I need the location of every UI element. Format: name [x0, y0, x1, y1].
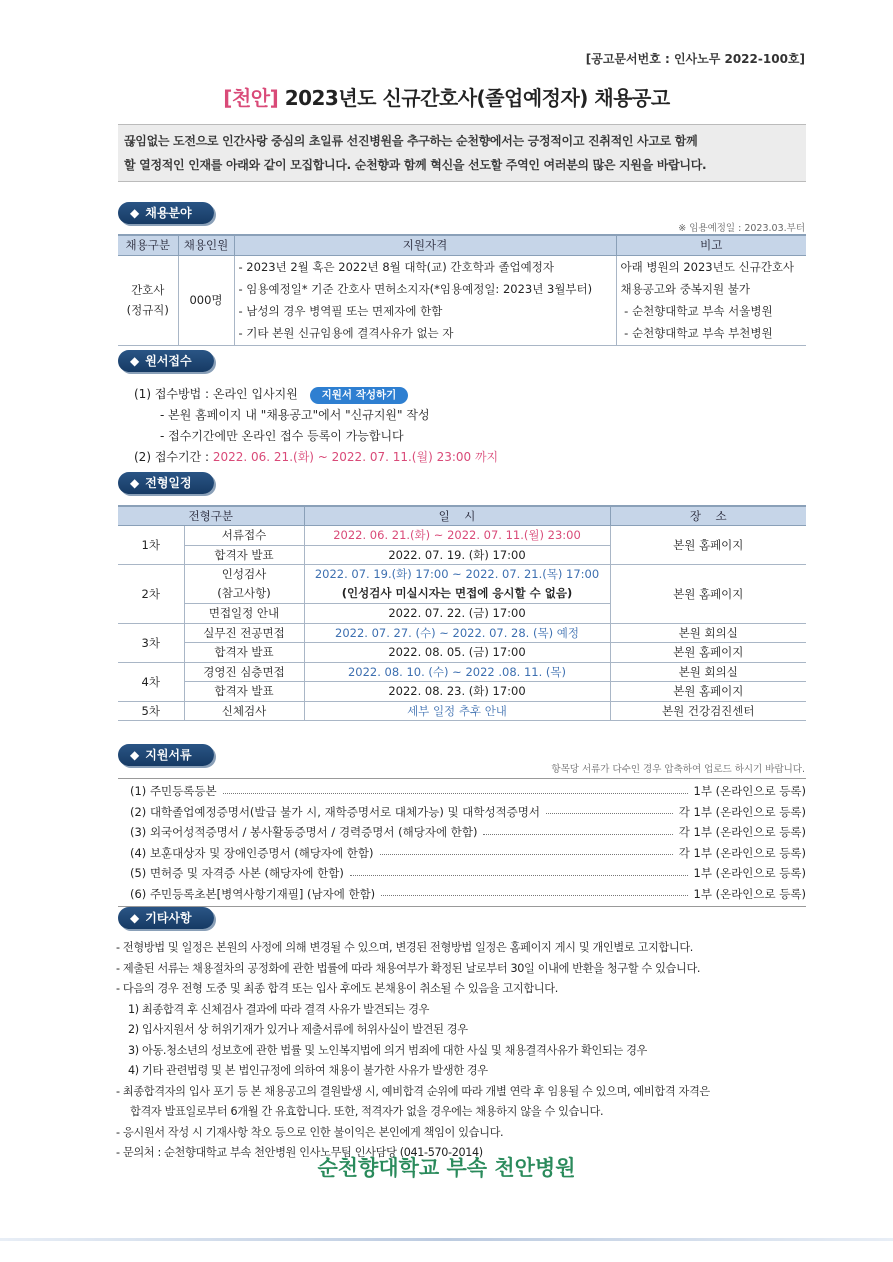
date-cell: 2022. 08. 10. (수) ~ 2022 .08. 11. (목) — [304, 662, 610, 682]
date-cell: 2022. 08. 23. (화) 17:00 — [304, 682, 610, 702]
item-cell: 합격자 발표 — [184, 643, 304, 663]
date-value: 2022. 07. 19.(화) 17:00 ~ 2022. 07. 21.(목) 17:00 — [314, 567, 600, 581]
document-count: 1부 (온라인으로 등록) — [693, 784, 806, 799]
item-cell: 신체검사 — [184, 701, 304, 721]
document-label: (4) 보훈대상자 및 장애인증명서 (해당자에 한함) — [130, 845, 374, 860]
intro-line-1: 끊임없는 도전으로 인간사랑 중심의 초일류 선진병원을 추구하는 순천향에서는 긍정적이고 진취적인 사고로 함께 — [124, 134, 698, 148]
qualification-item: - 2023년 2월 혹은 2022년 8월 대학(교) 간호학과 졸업예정자 — [238, 260, 554, 274]
apply-button[interactable]: 지원서 작성하기 — [310, 387, 409, 404]
place-cell: 본원 홈페이지 — [610, 526, 806, 565]
list-item — [130, 802, 806, 823]
headcount-cell: 000명 — [178, 255, 234, 345]
date-cell: 2022. 08. 05. (금) 17:00 — [304, 643, 610, 663]
table-row — [118, 701, 806, 721]
etc-sub-line: 1) 최종합격 후 신체검사 결과에 따라 결격 사유가 발견되는 경우 — [128, 1002, 430, 1016]
qualifications-cell — [234, 255, 616, 345]
stage-cell: 5차 — [118, 701, 184, 721]
reception-sub: - 본원 홈페이지 내 "채용공고"에서 "신규지원" 작성 — [160, 408, 430, 422]
item-cell — [184, 565, 304, 604]
etc-line: - 제출된 서류는 채용절차의 공정화에 관한 법률에 따라 채용여부가 확정된 날로부터 30일 이내에 반환을 청구할 수 있습니다. — [116, 961, 701, 975]
reception-method-line — [134, 384, 498, 405]
etc-sub-line: 3) 아동.청소년의 성보호에 관한 법률 및 노인복지법에 의거 범죄에 대한 사실 및 채용결격사유가 확인되는 경우 — [128, 1043, 647, 1057]
list-item — [130, 884, 806, 905]
stage-cell: 4차 — [118, 662, 184, 701]
section-header-schedule — [118, 472, 214, 494]
date-cell — [304, 565, 610, 604]
item-cell: 합격자 발표 — [184, 682, 304, 702]
intro-line-2: 할 열정적인 인재를 아래와 같이 모집합니다. 순천향과 함께 혁신을 선도할 주역인 여러분의 많은 지원을 바랍니다. — [124, 158, 707, 172]
job-type: 간호사 — [131, 283, 165, 297]
etc-sub-line: 2) 입사지원서 상 허위기재가 있거나 제출서류에 허위사실이 발견된 경우 — [128, 1023, 468, 1036]
section-title: 전형일정 — [145, 476, 192, 490]
documents-list — [118, 778, 806, 907]
remarks-cell — [616, 255, 806, 345]
item-cell: 합격자 발표 — [184, 545, 304, 565]
etc-line: - 최종합격자의 입사 포기 등 본 채용공고의 결원발생 시, 예비합격 순위에 따라 개별 연락 후 임용될 수 있으며, 예비합격 자격은 — [116, 1084, 710, 1098]
qualification-item: - 임용예정일* 기준 간호사 면허소지자(*임용예정일: 2023년 3월부터) — [238, 282, 593, 296]
remark-line: 채용공고와 중복지원 불가 — [620, 282, 751, 296]
date-cell: 2022. 06. 21.(화) ~ 2022. 07. 11.(월) 23:00 — [304, 526, 610, 546]
section-header-reception — [118, 350, 214, 372]
leader-dots — [381, 895, 687, 896]
footer-divider — [0, 1238, 893, 1241]
date-cell: 2022. 07. 27. (수) ~ 2022. 07. 28. (목) 예정 — [304, 623, 610, 643]
place-cell: 본원 홈페이지 — [610, 682, 806, 702]
table-row — [118, 526, 806, 546]
item-cell: 실무진 전공면접 — [184, 623, 304, 643]
document-count: 1부 (온라인으로 등록) — [693, 866, 806, 881]
leader-dots — [483, 834, 672, 835]
place-cell: 본원 홈페이지 — [610, 565, 806, 624]
item-label: 인성검사 — [221, 567, 267, 581]
place-cell: 본원 홈페이지 — [610, 643, 806, 663]
remark-line: 아래 병원의 2023년도 신규간호사 — [620, 260, 795, 274]
diamond-icon: ◆ — [130, 748, 140, 762]
date-cell: 2022. 07. 22. (금) 17:00 — [304, 604, 610, 624]
list-item — [130, 863, 806, 884]
list-item — [130, 822, 806, 843]
contact-line: - 문의처 : 순천향대학교 부속 천안병원 인사노무팀 인사담당 (041-570-2014) — [116, 1146, 483, 1159]
date-cell: 2022. 07. 19. (화) 17:00 — [304, 545, 610, 565]
section-header-etc — [118, 907, 214, 929]
leader-dots — [380, 854, 673, 855]
intro-box — [118, 124, 806, 182]
reception-period-line — [134, 447, 498, 468]
etc-line-cont: 합격자 발표일로부터 6개월 간 유효합니다. 또한, 적격자가 없을 경우에는 채용하지 않을 수 있습니다. — [130, 1105, 604, 1118]
document-number: [공고문서번호 : 인사노무 2022-100호] — [585, 52, 805, 66]
document-label: (5) 면허증 및 자격증 사본 (해당자에 한함) — [130, 866, 344, 881]
document-count: 각 1부 (온라인으로 등록) — [678, 825, 806, 840]
item-cell: 서류접수 — [184, 526, 304, 546]
section-header-field — [118, 202, 214, 224]
qualification-item: - 남성의 경우 병역필 또는 면제자에 한함 — [238, 304, 443, 318]
job-type-sub: (정규직) — [126, 303, 169, 317]
etc-notes — [116, 938, 816, 1164]
header-cell: 장 소 — [610, 506, 806, 526]
item-cell: 경영진 심층면접 — [184, 662, 304, 682]
document-count: 각 1부 (온라인으로 등록) — [678, 804, 806, 819]
document-label: (2) 대학졸업예정증명서(발급 불가 시, 재학증명서로 대체가능) 및 대학성적증명서 — [130, 804, 540, 819]
leader-dots — [546, 813, 673, 814]
diamond-icon: ◆ — [130, 206, 140, 220]
etc-line: - 다음의 경우 전형 도중 및 최종 합격 또는 입사 후에도 본채용이 취소될 수 있음을 고지합니다. — [116, 982, 558, 995]
schedule-table — [118, 505, 806, 721]
stage-cell: 2차 — [118, 565, 184, 624]
stage-cell: 3차 — [118, 623, 184, 662]
hospital-name: 순천향대학교 부속 천안병원 — [317, 1156, 576, 1180]
item-cell: 면접일정 안내 — [184, 604, 304, 624]
title-tag: [천안] — [223, 86, 279, 110]
table-row — [118, 623, 806, 643]
page-title — [0, 82, 893, 111]
section-title: 원서접수 — [145, 354, 192, 368]
remark-line: - 순천향대학교 부속 부천병원 — [620, 326, 773, 340]
list-item — [130, 843, 806, 864]
document-count: 1부 (온라인으로 등록) — [693, 886, 806, 901]
header-cell: 채용인원 — [178, 235, 234, 255]
etc-sub-line: 4) 기타 관련법령 및 본 법인규정에 의하여 채용이 불가한 사유가 발생한 경우 — [128, 1064, 488, 1077]
title-main: 2023년도 신규간호사(졸업예정자) 채용공고 — [284, 86, 670, 110]
section-title: 기타사항 — [145, 911, 192, 925]
qualification-item: - 기타 본원 신규임용에 결격사유가 없는 자 — [238, 326, 454, 340]
header-cell: 전형구분 — [118, 506, 304, 526]
leader-dots — [223, 793, 688, 794]
date-note: (인성검사 미실시자는 면접에 응시할 수 없음) — [341, 586, 573, 600]
reception-block — [134, 384, 498, 468]
table-row — [118, 682, 806, 702]
leader-dots — [350, 875, 688, 876]
document-label: (3) 외국어성적증명서 / 봉사활동증명서 / 경력증명서 (해당자에 한함) — [130, 825, 478, 840]
date-cell: 세부 일정 추후 안내 — [304, 701, 610, 721]
place-cell: 본원 회의실 — [610, 623, 806, 643]
document-count: 각 1부 (온라인으로 등록) — [678, 845, 806, 860]
table-row — [118, 565, 806, 604]
table-row — [118, 643, 806, 663]
list-item — [130, 781, 806, 802]
etc-line: - 전형방법 및 일정은 본원의 사정에 의해 변경될 수 있으며, 변경된 전형방법 일정은 홈페이지 게시 및 개인별로 고지합니다. — [116, 941, 694, 954]
diamond-icon: ◆ — [130, 476, 140, 490]
header-cell: 채용구분 — [118, 235, 178, 255]
reception-period-label: (2) 접수기간 : — [134, 450, 213, 464]
field-table-row — [118, 255, 806, 345]
diamond-icon: ◆ — [130, 354, 140, 368]
document-label: (6) 주민등록초본[병역사항기재필] (남자에 한함) — [130, 886, 376, 901]
item-label-sub: (참고사항) — [217, 586, 271, 600]
header-cell: 일 시 — [304, 506, 610, 526]
field-table — [118, 234, 806, 346]
etc-line: - 응시원서 작성 시 기재사항 착오 등으로 인한 불이익은 본인에게 책임이 있습니다. — [116, 1125, 504, 1139]
place-cell: 본원 건강검진센터 — [610, 701, 806, 721]
stage-cell: 1차 — [118, 526, 184, 565]
section-title: 채용분야 — [145, 206, 192, 220]
section-title: 지원서류 — [145, 748, 192, 762]
reception-period-value: 2022. 06. 21.(화) ~ 2022. 07. 11.(월) 23:00 까지 — [212, 450, 499, 464]
diamond-icon: ◆ — [130, 911, 140, 925]
reception-sub: - 접수기간에만 온라인 접수 등록이 가능합니다 — [160, 429, 404, 443]
remark-line: - 순천향대학교 부속 서울병원 — [620, 304, 773, 318]
header-cell: 지원자격 — [234, 235, 616, 255]
section-header-documents — [118, 744, 214, 766]
field-table-header — [118, 235, 806, 255]
header-cell: 비고 — [616, 235, 806, 255]
job-type-cell — [118, 255, 178, 345]
document-label: (1) 주민등록등본 — [130, 784, 217, 799]
documents-note: 항목당 서류가 다수인 경우 압축하여 업로드 하시기 바랍니다. — [551, 764, 805, 775]
reception-method: (1) 접수방법 : 온라인 입사지원 — [134, 387, 298, 401]
schedule-table-header — [118, 506, 806, 526]
start-date-note: ※ 임용예정일 : 2023.03.부터 — [678, 223, 805, 234]
table-row — [118, 662, 806, 682]
place-cell: 본원 회의실 — [610, 662, 806, 682]
